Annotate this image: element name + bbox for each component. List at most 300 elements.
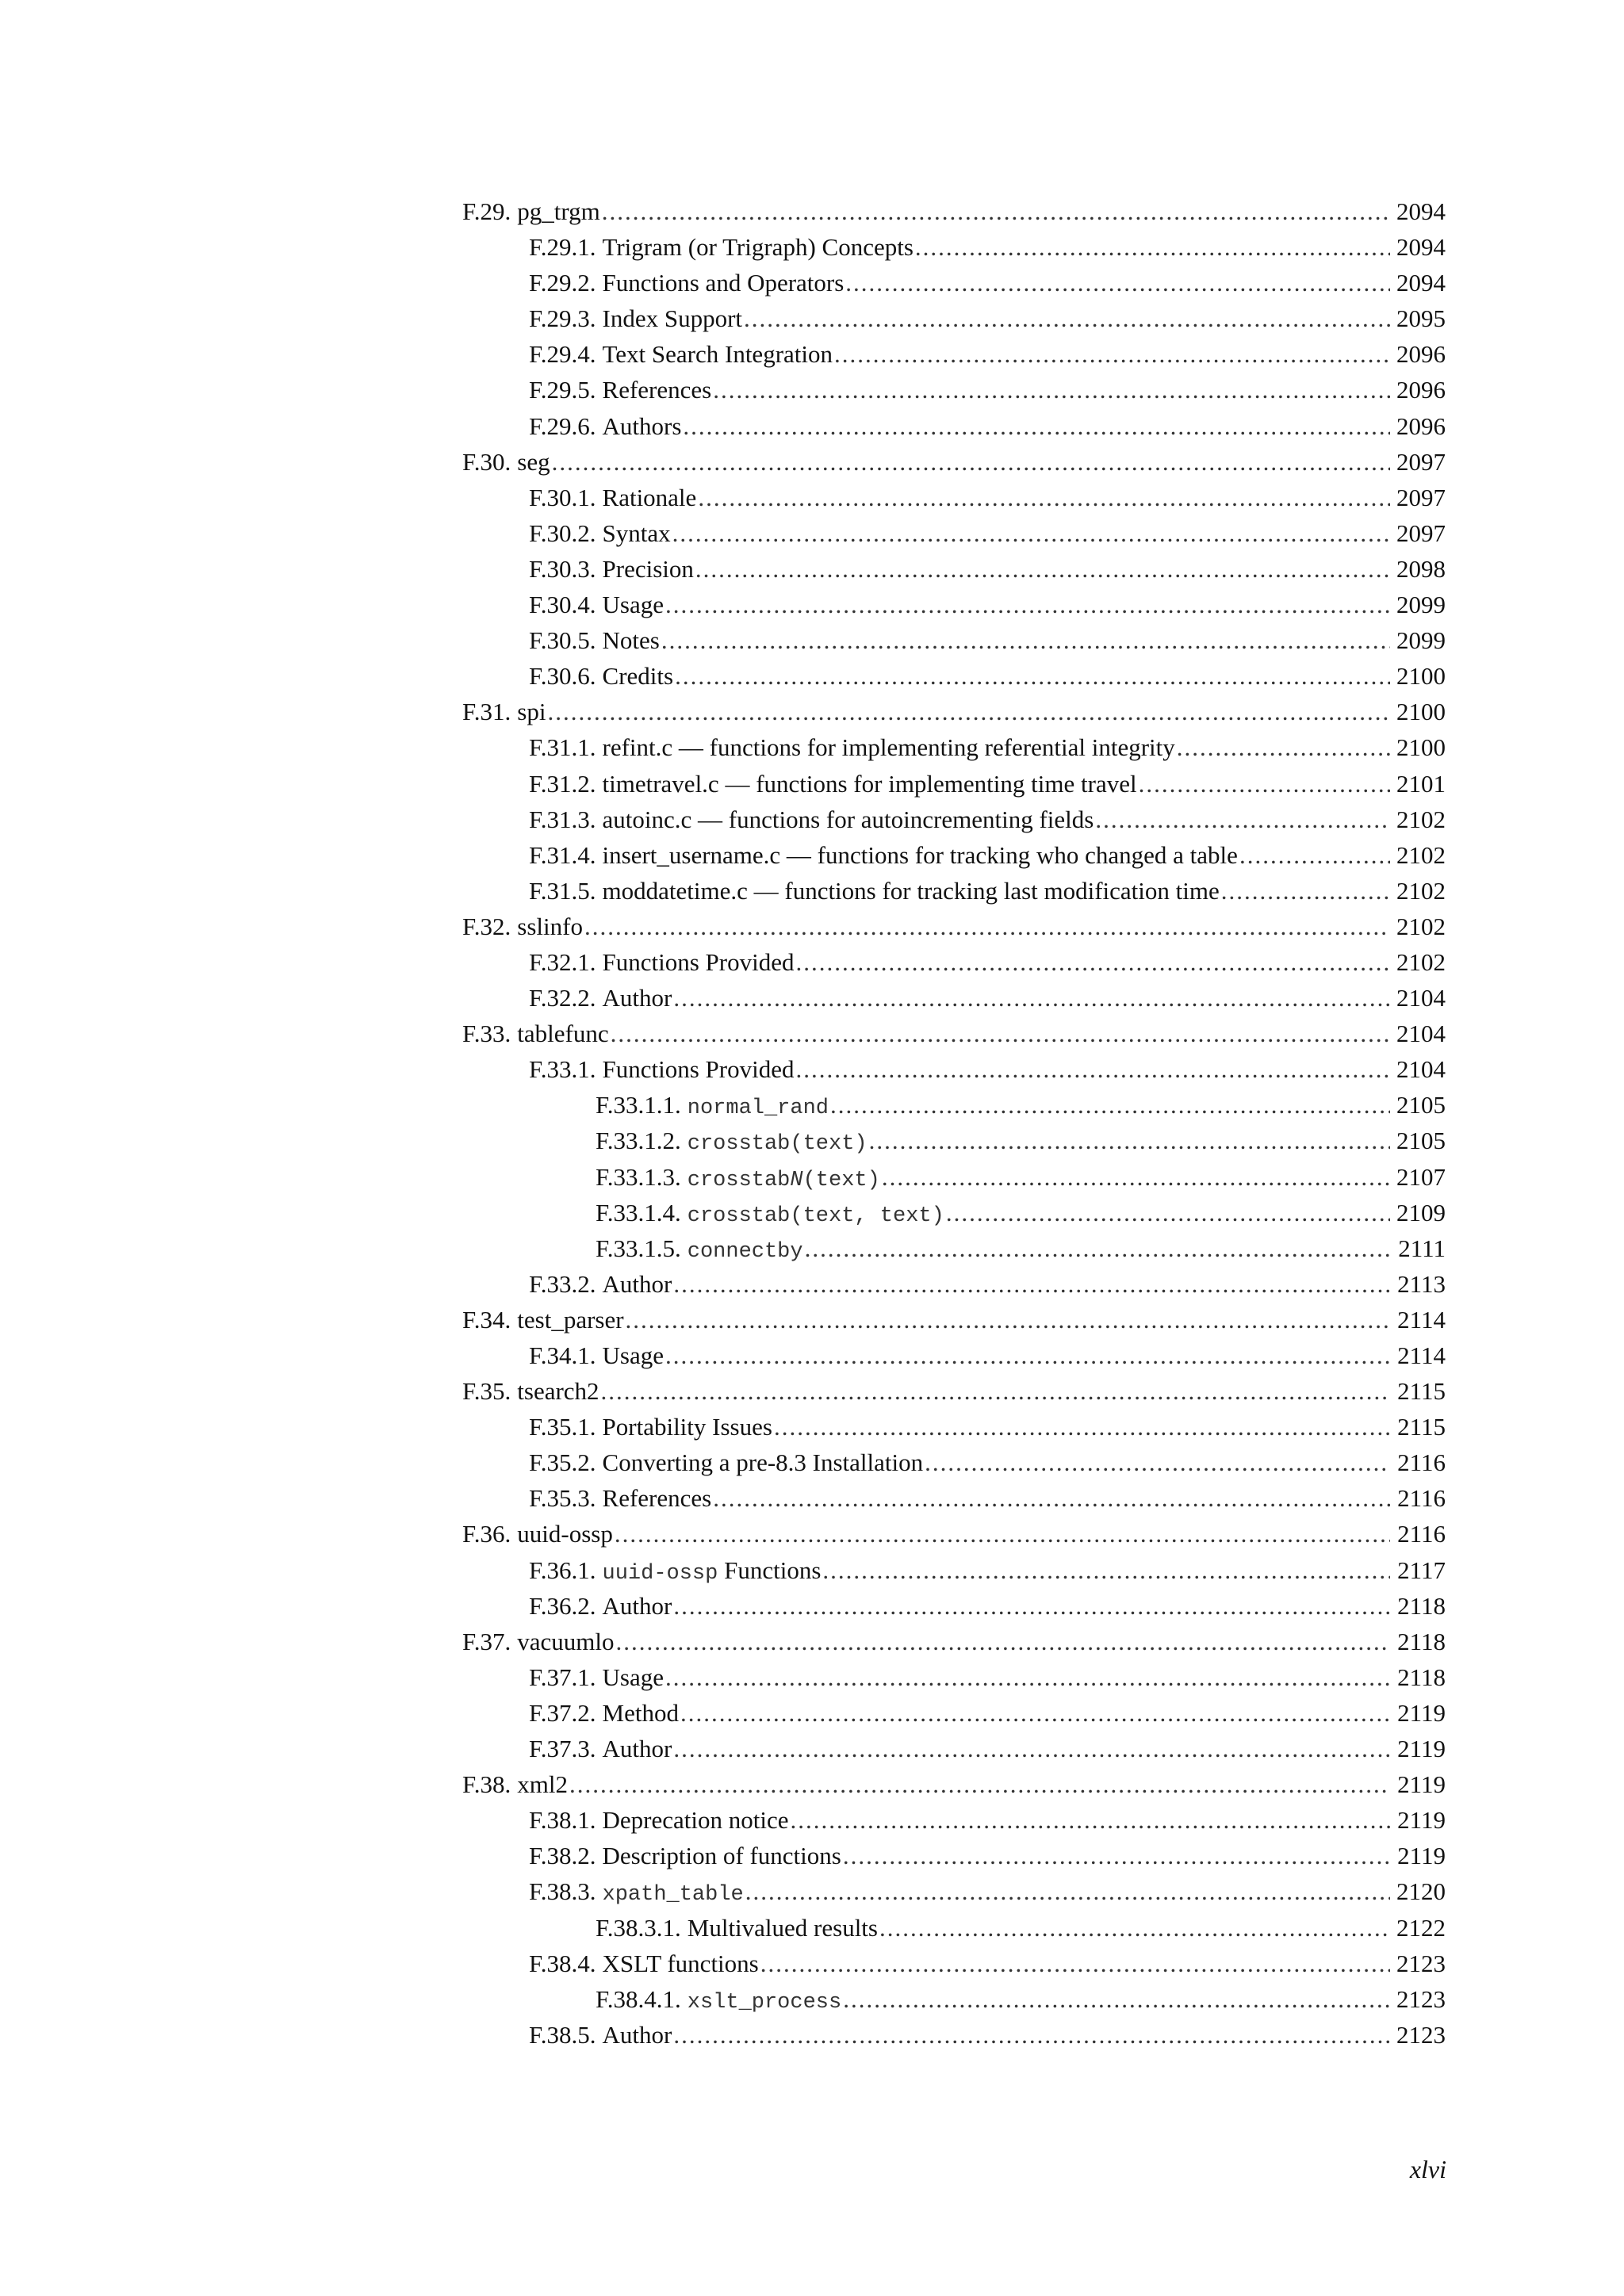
toc-entry-title-text: moddatetime.c — functions for tracking last modification time bbox=[602, 876, 1220, 905]
toc-entry[interactable] bbox=[462, 873, 1446, 909]
toc-entry-title-text: tsearch2 bbox=[517, 1377, 599, 1406]
toc-entry-title bbox=[603, 1802, 789, 1838]
toc-entry-number: F.37.2. bbox=[529, 1698, 596, 1727]
dot-leader bbox=[713, 372, 1390, 408]
toc-entry-number: F.38.2. bbox=[529, 1842, 596, 1870]
toc-entry-title bbox=[603, 1445, 924, 1480]
dot-leader bbox=[805, 1230, 1390, 1266]
toc-entry-page: 2096 bbox=[1396, 376, 1446, 404]
toc-entry-title bbox=[603, 1873, 744, 1913]
toc-entry-title bbox=[603, 2017, 672, 2053]
toc-entry-number: F.30.3. bbox=[529, 554, 596, 583]
toc-entry[interactable] bbox=[462, 729, 1446, 765]
toc-entry-number: F.34.1. bbox=[529, 1341, 596, 1369]
toc-entry-page: 2119 bbox=[1397, 1698, 1446, 1727]
toc-entry-title-text: Usage bbox=[602, 1341, 664, 1369]
toc-entry-page: 2097 bbox=[1396, 483, 1446, 511]
toc-entry-title bbox=[603, 729, 1175, 765]
toc-entry-title bbox=[603, 1731, 672, 1766]
toc-entry-title-text: Author bbox=[602, 1591, 672, 1620]
dot-leader bbox=[796, 944, 1391, 980]
toc-entry-page: 2118 bbox=[1397, 1591, 1446, 1620]
dot-leader bbox=[673, 1266, 1390, 1302]
toc-entry[interactable] bbox=[462, 372, 1446, 408]
toc-entry-page: 2105 bbox=[1396, 1127, 1446, 1155]
toc-entry-page: 2109 bbox=[1396, 1198, 1446, 1226]
toc-entry[interactable] bbox=[462, 1588, 1446, 1624]
toc-entry[interactable] bbox=[462, 622, 1446, 658]
toc-entry-number: F.33.1.1. bbox=[596, 1091, 681, 1119]
dot-leader bbox=[822, 1552, 1390, 1588]
toc-entry-title bbox=[603, 587, 664, 622]
toc-entry[interactable] bbox=[462, 408, 1446, 444]
toc-entry-title bbox=[603, 1695, 679, 1731]
toc-entry-number: F.38.3. bbox=[529, 1877, 596, 1906]
toc-entry-code-text: normal_rand bbox=[687, 1096, 829, 1121]
toc-entry-number: F.35.2. bbox=[529, 1448, 596, 1477]
toc-entry[interactable] bbox=[462, 1409, 1446, 1445]
toc-entry-title bbox=[603, 1659, 664, 1695]
toc-entry[interactable] bbox=[462, 336, 1446, 372]
toc-entry-page: 2104 bbox=[1396, 1020, 1446, 1048]
dot-leader bbox=[611, 1016, 1390, 1051]
toc-entry-number: F.33.2. bbox=[529, 1269, 596, 1298]
toc-entry-page: 2097 bbox=[1396, 447, 1446, 476]
toc-entry-title bbox=[688, 1910, 878, 1946]
toc-entry-page: 2119 bbox=[1397, 1735, 1446, 1763]
toc-entry-code-text: crosstab(text, text) bbox=[687, 1203, 944, 1228]
toc-entry-page: 2105 bbox=[1396, 1091, 1446, 1119]
dot-leader bbox=[1221, 873, 1390, 909]
dot-leader bbox=[882, 1159, 1390, 1195]
toc-entry-number: F.37.1. bbox=[529, 1663, 596, 1691]
toc-entry-page: 2116 bbox=[1397, 1484, 1446, 1513]
toc-entry[interactable] bbox=[462, 1838, 1446, 1873]
toc-entry-page: 2102 bbox=[1396, 912, 1446, 940]
toc-entry[interactable] bbox=[462, 1087, 1446, 1123]
toc-entry-title-text: Usage bbox=[602, 591, 664, 619]
toc-entry[interactable] bbox=[462, 909, 1446, 944]
toc-entry-title bbox=[517, 1516, 613, 1552]
toc-entry-page: 2123 bbox=[1396, 1984, 1446, 2013]
toc-entry-title-text: sslinfo bbox=[517, 912, 583, 940]
toc-entry-page: 2116 bbox=[1397, 1520, 1446, 1548]
toc-entry-title bbox=[603, 229, 914, 265]
toc-entry-number: F.33.1.3. bbox=[596, 1162, 681, 1191]
toc-entry-title bbox=[603, 1337, 664, 1373]
toc-entry-title bbox=[603, 622, 660, 658]
toc-entry-number: F.34. bbox=[462, 1305, 511, 1334]
toc-entry-title-text: Index Support bbox=[602, 304, 743, 333]
dot-leader bbox=[1139, 766, 1390, 802]
dot-leader bbox=[661, 622, 1390, 658]
dot-leader bbox=[946, 1195, 1390, 1230]
toc-entry-page: 2123 bbox=[1396, 2020, 1446, 2049]
toc-entry-number: F.29.1. bbox=[529, 233, 596, 262]
toc-entry-code-text: (text) bbox=[802, 1168, 880, 1192]
dot-leader bbox=[569, 1766, 1390, 1802]
toc-entry[interactable] bbox=[462, 802, 1446, 837]
dot-leader bbox=[672, 515, 1390, 551]
toc-entry-number: F.36. bbox=[462, 1520, 511, 1548]
toc-entry-title-text: Functions and Operators bbox=[602, 269, 845, 297]
table-of-contents bbox=[462, 193, 1446, 2053]
toc-entry-page: 2120 bbox=[1396, 1877, 1446, 1906]
toc-entry-code-text: uuid-ossp bbox=[602, 1561, 718, 1586]
toc-entry-title-text: test_parser bbox=[517, 1305, 624, 1334]
toc-entry-page: 2115 bbox=[1397, 1413, 1446, 1441]
toc-entry-title bbox=[603, 408, 682, 444]
toc-entry-title-text: References bbox=[602, 376, 712, 404]
toc-entry-page: 2114 bbox=[1397, 1305, 1446, 1334]
toc-entry-page: 2119 bbox=[1397, 1806, 1446, 1835]
dot-leader bbox=[796, 1051, 1391, 1087]
dot-leader bbox=[744, 300, 1390, 336]
toc-entry-code-text: xslt_process bbox=[687, 1990, 842, 2015]
dot-leader bbox=[834, 336, 1390, 372]
toc-entry-title bbox=[517, 444, 550, 480]
toc-entry-number: F.31.3. bbox=[529, 805, 596, 833]
toc-entry-code-text: connectby bbox=[687, 1239, 803, 1264]
toc-entry-page: 2123 bbox=[1396, 1949, 1446, 1977]
toc-entry-title-text: insert_username.c — functions for tracking who changed a table bbox=[602, 840, 1238, 869]
toc-entry-page: 2100 bbox=[1396, 662, 1446, 691]
toc-entry-number: F.29.5. bbox=[529, 376, 596, 404]
toc-entry-title bbox=[517, 909, 583, 944]
toc-entry[interactable] bbox=[462, 1016, 1446, 1051]
toc-entry[interactable] bbox=[462, 1337, 1446, 1373]
toc-entry-number: F.37. bbox=[462, 1627, 511, 1655]
toc-entry-page: 2113 bbox=[1397, 1269, 1446, 1298]
toc-entry-title-text: Authors bbox=[602, 411, 682, 440]
dot-leader bbox=[683, 408, 1390, 444]
toc-entry[interactable] bbox=[462, 944, 1446, 980]
toc-entry-title-text: Multivalued results bbox=[687, 1913, 878, 1942]
toc-entry-title bbox=[603, 1552, 822, 1592]
toc-entry-title bbox=[603, 265, 845, 300]
toc-entry-title bbox=[603, 1051, 795, 1087]
toc-entry-page: 2118 bbox=[1397, 1627, 1446, 1655]
toc-entry-title bbox=[688, 1159, 880, 1199]
toc-entry-number: F.37.3. bbox=[529, 1735, 596, 1763]
toc-entry-title bbox=[603, 1946, 759, 1981]
toc-entry-number: F.32. bbox=[462, 912, 511, 940]
toc-entry-title bbox=[603, 1588, 672, 1624]
toc-entry[interactable] bbox=[462, 1873, 1446, 1909]
toc-entry-title bbox=[688, 1195, 944, 1234]
toc-entry-title-text: Author bbox=[602, 2020, 672, 2049]
toc-entry-title-text: Functions Provided bbox=[602, 947, 795, 976]
toc-entry-title-text: refint.c — functions for implementing referential integrity bbox=[602, 733, 1175, 762]
toc-entry-title bbox=[688, 1123, 868, 1162]
toc-entry-number: F.38.3.1. bbox=[596, 1913, 681, 1942]
toc-entry-title-text: Portability Issues bbox=[602, 1413, 772, 1441]
dot-leader bbox=[665, 1659, 1390, 1695]
toc-entry-title-text: Method bbox=[602, 1698, 679, 1727]
toc-entry-code-text: N bbox=[790, 1168, 803, 1192]
toc-entry[interactable] bbox=[462, 1445, 1446, 1480]
toc-entry-page: 2094 bbox=[1396, 269, 1446, 297]
toc-entry[interactable] bbox=[462, 980, 1446, 1016]
toc-entry-number: F.33.1.2. bbox=[596, 1127, 681, 1155]
dot-leader bbox=[615, 1516, 1390, 1552]
toc-entry-title-text: Rationale bbox=[602, 483, 697, 511]
toc-entry-title-text: Notes bbox=[602, 626, 660, 655]
toc-entry-title bbox=[517, 1624, 614, 1659]
toc-entry[interactable] bbox=[462, 551, 1446, 587]
toc-entry-title-text: Description of functions bbox=[602, 1842, 841, 1870]
dot-leader bbox=[547, 694, 1390, 729]
toc-entry-page: 2097 bbox=[1396, 519, 1446, 547]
toc-entry-title-text: Text Search Integration bbox=[602, 340, 833, 369]
toc-entry-title-text: XSLT functions bbox=[602, 1949, 759, 1977]
toc-entry-page: 2094 bbox=[1396, 233, 1446, 262]
toc-entry-number: F.30. bbox=[462, 447, 511, 476]
dot-leader bbox=[665, 587, 1390, 622]
dot-leader bbox=[845, 265, 1390, 300]
toc-entry[interactable] bbox=[462, 1516, 1446, 1552]
dot-leader bbox=[675, 658, 1390, 694]
dot-leader bbox=[774, 1409, 1390, 1445]
dot-leader bbox=[602, 193, 1390, 229]
toc-entry-title bbox=[603, 515, 671, 551]
toc-entry[interactable] bbox=[462, 1946, 1446, 1981]
toc-entry-page: 2102 bbox=[1396, 840, 1446, 869]
toc-entry[interactable] bbox=[462, 1302, 1446, 1337]
toc-entry[interactable] bbox=[462, 300, 1446, 336]
toc-entry-title-text: xml2 bbox=[517, 1770, 568, 1799]
toc-entry-title-text: pg_trgm bbox=[517, 197, 600, 225]
toc-entry-title bbox=[517, 1373, 599, 1409]
toc-entry-page: 2094 bbox=[1396, 197, 1446, 225]
toc-entry-title bbox=[517, 1016, 608, 1051]
toc-entry-title-text: Converting a pre-8.3 Installation bbox=[602, 1448, 924, 1477]
toc-entry-title bbox=[603, 837, 1238, 873]
toc-entry-code-text: crosstab(text) bbox=[687, 1132, 868, 1157]
toc-entry[interactable] bbox=[462, 1195, 1446, 1230]
dot-leader bbox=[695, 551, 1390, 587]
toc-entry-page: 2100 bbox=[1396, 698, 1446, 726]
toc-entry-title-text: Precision bbox=[602, 554, 694, 583]
toc-entry-number: F.29.2. bbox=[529, 269, 596, 297]
toc-entry[interactable] bbox=[462, 1624, 1446, 1659]
dot-leader bbox=[680, 1695, 1390, 1731]
dot-leader bbox=[626, 1302, 1390, 1337]
toc-entry[interactable] bbox=[462, 587, 1446, 622]
toc-entry[interactable] bbox=[462, 1159, 1446, 1195]
toc-entry-title bbox=[517, 193, 600, 229]
dot-leader bbox=[760, 1946, 1390, 1981]
toc-entry-page: 2098 bbox=[1396, 554, 1446, 583]
toc-entry-page: 2095 bbox=[1396, 304, 1446, 333]
toc-entry-title-text: Author bbox=[602, 1735, 672, 1763]
toc-entry-title-text: tablefunc bbox=[517, 1020, 609, 1048]
toc-entry-number: F.30.5. bbox=[529, 626, 596, 655]
dot-leader bbox=[1177, 729, 1390, 765]
toc-entry-page: 2117 bbox=[1397, 1556, 1446, 1584]
toc-entry[interactable] bbox=[462, 1910, 1446, 1946]
toc-entry-page: 2104 bbox=[1396, 984, 1446, 1012]
toc-entry-title-text: Trigram (or Trigraph) Concepts bbox=[602, 233, 914, 262]
toc-entry-page: 2096 bbox=[1396, 340, 1446, 369]
toc-entry[interactable] bbox=[462, 1981, 1446, 2017]
toc-entry-page: 2118 bbox=[1397, 1663, 1446, 1691]
toc-entry[interactable] bbox=[462, 1552, 1446, 1588]
toc-entry-title bbox=[603, 1266, 672, 1302]
toc-entry-title bbox=[603, 336, 833, 372]
toc-entry-code-text: crosstab bbox=[687, 1168, 791, 1192]
dot-leader bbox=[673, 2017, 1390, 2053]
toc-entry-number: F.36.2. bbox=[529, 1591, 596, 1620]
dot-leader bbox=[616, 1624, 1390, 1659]
toc-entry-number: F.33.1.5. bbox=[596, 1234, 681, 1262]
toc-entry[interactable] bbox=[462, 444, 1446, 480]
dot-leader bbox=[745, 1873, 1390, 1909]
toc-entry-title-text: Author bbox=[602, 984, 672, 1012]
toc-entry-title bbox=[603, 300, 743, 336]
toc-entry-page: 2102 bbox=[1396, 876, 1446, 905]
toc-entry[interactable] bbox=[462, 480, 1446, 515]
page-number: xlvi bbox=[1409, 2155, 1446, 2183]
toc-entry[interactable] bbox=[462, 658, 1446, 694]
toc-entry-title bbox=[517, 1302, 623, 1337]
toc-entry-page: 2107 bbox=[1396, 1162, 1446, 1191]
toc-entry-number: F.38. bbox=[462, 1770, 511, 1799]
toc-entry[interactable] bbox=[462, 1731, 1446, 1766]
toc-entry[interactable] bbox=[462, 1480, 1446, 1516]
toc-entry-number: F.38.4. bbox=[529, 1949, 596, 1977]
toc-entry-page: 2114 bbox=[1397, 1341, 1446, 1369]
toc-entry-title-text: timetravel.c — functions for implementing time travel bbox=[602, 769, 1137, 798]
toc-entry[interactable] bbox=[462, 1802, 1446, 1838]
toc-entry-number: F.30.6. bbox=[529, 662, 596, 691]
toc-entry-number: F.29. bbox=[462, 197, 511, 225]
dot-leader bbox=[915, 229, 1390, 265]
toc-entry-page: 2101 bbox=[1396, 769, 1446, 798]
toc-entry-title bbox=[603, 980, 672, 1016]
toc-entry-number: F.31. bbox=[462, 698, 511, 726]
toc-entry-title bbox=[603, 873, 1220, 909]
toc-entry-number: F.35.3. bbox=[529, 1484, 596, 1513]
dot-leader bbox=[1095, 802, 1390, 837]
toc-entry-page: 2102 bbox=[1396, 805, 1446, 833]
dot-leader bbox=[843, 1838, 1390, 1873]
toc-entry-number: F.35. bbox=[462, 1377, 511, 1406]
toc-entry-number: F.29.4. bbox=[529, 340, 596, 369]
dot-leader bbox=[843, 1981, 1390, 2017]
toc-entry[interactable] bbox=[462, 1373, 1446, 1409]
toc-entry-title bbox=[688, 1087, 829, 1127]
toc-entry[interactable] bbox=[462, 1051, 1446, 1087]
toc-entry-page: 2122 bbox=[1396, 1913, 1446, 1942]
toc-entry-number: F.31.2. bbox=[529, 769, 596, 798]
toc-entry-page: 2119 bbox=[1397, 1770, 1446, 1799]
toc-entry-title-text: Functions bbox=[718, 1556, 822, 1584]
toc-entry[interactable] bbox=[462, 837, 1446, 873]
toc-entry-number: F.31.1. bbox=[529, 733, 596, 762]
toc-entry[interactable] bbox=[462, 694, 1446, 729]
toc-entry[interactable] bbox=[462, 193, 1446, 229]
dot-leader bbox=[673, 1588, 1390, 1624]
toc-entry[interactable] bbox=[462, 1230, 1446, 1266]
toc-entry-title-text: References bbox=[602, 1484, 712, 1513]
dot-leader bbox=[673, 1731, 1390, 1766]
toc-entry[interactable] bbox=[462, 265, 1446, 300]
toc-entry-page: 2096 bbox=[1396, 411, 1446, 440]
dot-leader bbox=[552, 444, 1390, 480]
toc-entry-number: F.33. bbox=[462, 1020, 511, 1048]
toc-entry-title bbox=[603, 1409, 772, 1445]
toc-entry-page: 2102 bbox=[1396, 947, 1446, 976]
toc-entry-page: 2111 bbox=[1398, 1234, 1446, 1262]
toc-entry-title bbox=[517, 1766, 568, 1802]
toc-entry-number: F.35.1. bbox=[529, 1413, 596, 1441]
toc-entry[interactable] bbox=[462, 1266, 1446, 1302]
toc-entry-page: 2119 bbox=[1397, 1842, 1446, 1870]
toc-entry[interactable] bbox=[462, 1123, 1446, 1158]
dot-leader bbox=[584, 909, 1390, 944]
toc-entry-number: F.33.1. bbox=[529, 1055, 596, 1084]
toc-entry-number: F.30.4. bbox=[529, 591, 596, 619]
toc-entry-title-text: Credits bbox=[602, 662, 674, 691]
dot-leader bbox=[879, 1910, 1390, 1946]
toc-entry-title bbox=[603, 802, 1094, 837]
dot-leader bbox=[665, 1337, 1390, 1373]
toc-entry[interactable] bbox=[462, 1766, 1446, 1802]
toc-entry-title bbox=[603, 372, 712, 408]
toc-entry-number: F.30.2. bbox=[529, 519, 596, 547]
toc-entry-number: F.36.1. bbox=[529, 1556, 596, 1584]
toc-entry[interactable] bbox=[462, 515, 1446, 551]
toc-entry-code-text: xpath_table bbox=[602, 1883, 744, 1908]
dot-leader bbox=[1239, 837, 1390, 873]
dot-leader bbox=[925, 1445, 1390, 1480]
toc-entry-page: 2100 bbox=[1396, 733, 1446, 762]
toc-entry[interactable] bbox=[462, 766, 1446, 802]
toc-entry-title-text: uuid-ossp bbox=[517, 1520, 613, 1548]
toc-entry-number: F.32.2. bbox=[529, 984, 596, 1012]
dot-leader bbox=[601, 1373, 1390, 1409]
toc-entry-title-text: spi bbox=[517, 698, 546, 726]
toc-entry-title bbox=[517, 694, 546, 729]
toc-entry-title-text: autoinc.c — functions for autoincrementing fields bbox=[602, 805, 1094, 833]
toc-entry-number: F.29.3. bbox=[529, 304, 596, 333]
toc-entry-page: 2104 bbox=[1396, 1055, 1446, 1084]
toc-entry-title-text: Usage bbox=[602, 1663, 664, 1691]
toc-entry-number: F.30.1. bbox=[529, 483, 596, 511]
toc-entry-title-text: Syntax bbox=[602, 519, 671, 547]
toc-entry-title bbox=[603, 1838, 841, 1873]
toc-entry-title bbox=[688, 1981, 841, 2021]
dot-leader bbox=[673, 980, 1390, 1016]
toc-entry[interactable] bbox=[462, 1659, 1446, 1695]
dot-leader bbox=[698, 480, 1390, 515]
toc-entry[interactable] bbox=[462, 229, 1446, 265]
toc-entry-title-text: seg bbox=[517, 447, 550, 476]
dot-leader bbox=[790, 1802, 1390, 1838]
dot-leader bbox=[713, 1480, 1390, 1516]
toc-entry[interactable] bbox=[462, 2017, 1446, 2053]
dot-leader bbox=[869, 1123, 1390, 1158]
toc-entry-number: F.38.1. bbox=[529, 1806, 596, 1835]
toc-entry[interactable] bbox=[462, 1695, 1446, 1731]
toc-entry-page: 2099 bbox=[1396, 591, 1446, 619]
toc-entry-title bbox=[603, 480, 697, 515]
toc-entry-title bbox=[603, 766, 1137, 802]
toc-entry-number: F.31.4. bbox=[529, 840, 596, 869]
toc-entry-number: F.29.6. bbox=[529, 411, 596, 440]
dot-leader bbox=[830, 1087, 1390, 1123]
